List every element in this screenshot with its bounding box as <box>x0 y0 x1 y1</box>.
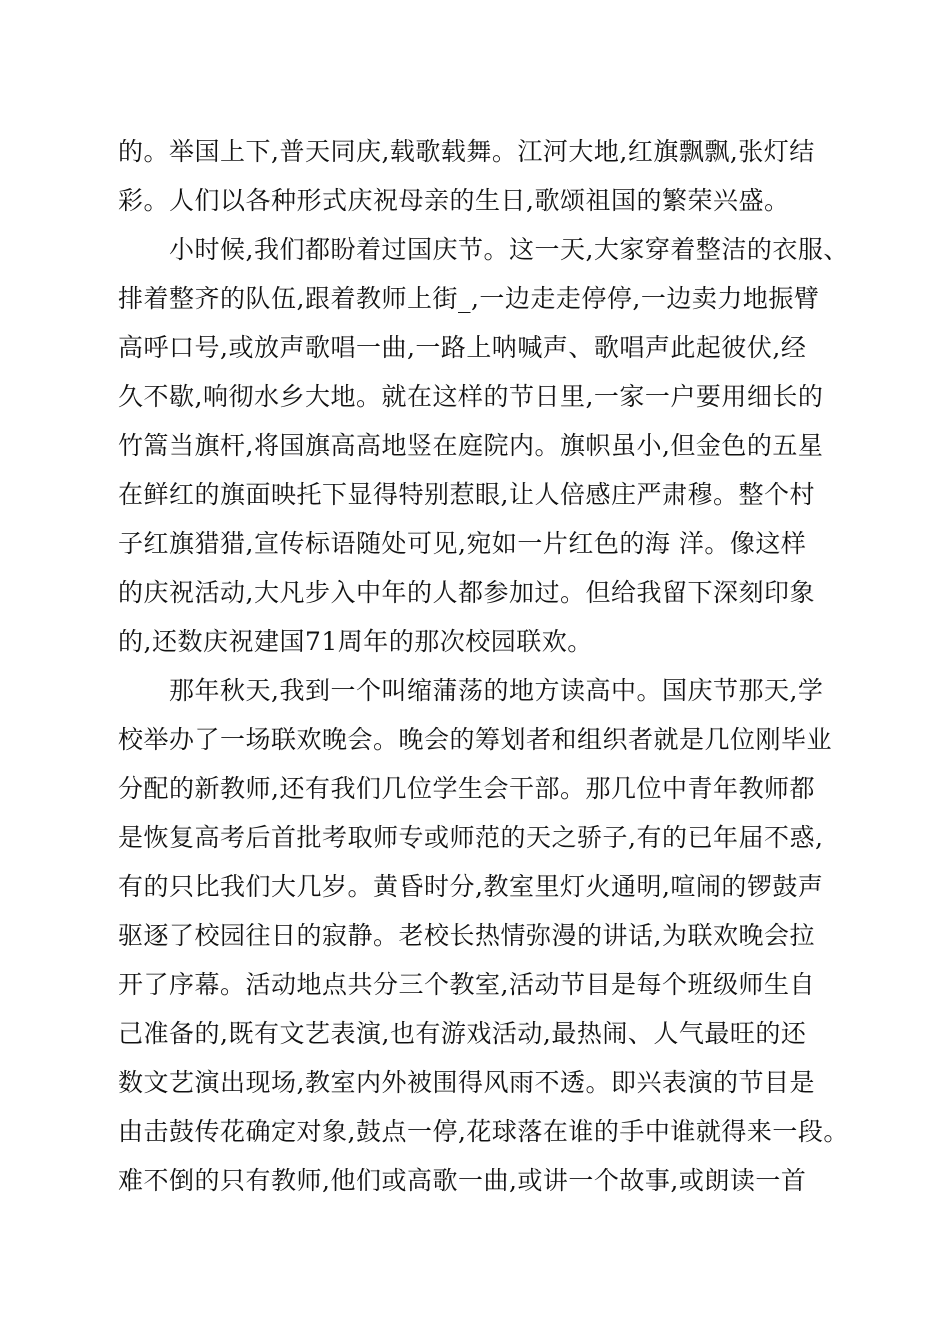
text-line-20: 数文艺演出现场,教室内外被围得风雨不透。即兴表演的节目是 <box>118 1068 815 1097</box>
text-line-8: 在鲜红的旗面映托下显得特别惹眼,让人倍感庄严肃穆。整个村 <box>118 480 815 509</box>
text-line-1: 的。举国上下,普天同庆,载歌载舞。江河大地,红旗飘飘,张灯结 <box>118 137 815 166</box>
text-line-14: 分配的新教师,还有我们几位学生会干部。那几位中青年教师都 <box>118 774 815 803</box>
text-line-21: 由击鼓传花确定对象,鼓点一停,花球落在谁的手中谁就得来一段。 <box>118 1117 849 1146</box>
text-line-11: 的,还数庆祝建国71周年的那次校园联欢。 <box>118 627 593 656</box>
text-line-6: 久不歇,响彻水乡大地。就在这样的节日里,一家一户要用细长的 <box>118 382 824 411</box>
text-line-3: 小时候,我们都盼着过国庆节。这一天,大家穿着整洁的衣服、 <box>118 235 849 264</box>
text-line-15: 是恢复高考后首批考取师专或师范的天之骄子,有的已年届不惑, <box>118 823 824 852</box>
text-line-5: 高呼口号,或放声歌唱一曲,一路上呐喊声、歌唱声此起彼伏,经 <box>118 333 807 362</box>
text-line-19: 己准备的,既有文艺表演,也有游戏活动,最热闹、人气最旺的还 <box>118 1019 807 1048</box>
body-text <box>118 132 858 1210</box>
text-line-2: 彩。人们以各种形式庆祝母亲的生日,歌颂祖国的繁荣兴盛。 <box>118 186 790 215</box>
text-line-22: 难不倒的只有教师,他们或高歌一曲,或讲一个故事,或朗读一首 <box>118 1166 807 1195</box>
text-line-7: 竹篙当旗杆,将国旗高高地竖在庭院内。旗帜虽小,但金色的五星 <box>118 431 824 460</box>
text-line-10: 的庆祝活动,大凡步入中年的人都参加过。但给我留下深刻印象 <box>118 578 815 607</box>
text-line-16: 有的只比我们大几岁。黄昏时分,教室里灯火通明,喧闹的锣鼓声 <box>118 872 824 901</box>
text-line-9: 子红旗猎猎,宣传标语随处可见,宛如一片红色的海 洋。像这样 <box>118 529 807 558</box>
text-line-4: 排着整齐的队伍,跟着教师上街_,一边走走停停,一边卖力地振臂 <box>118 284 820 313</box>
text-line-18: 开了序幕。活动地点共分三个教室,活动节目是每个班级师生自 <box>118 970 815 999</box>
text-line-17: 驱逐了校园往日的寂静。老校长热情弥漫的讲话,为联欢晚会拉 <box>118 921 815 950</box>
text-line-13: 校举办了一场联欢晚会。晚会的筹划者和组织者就是几位刚毕业 <box>118 725 833 754</box>
text-line-12: 那年秋天,我到一个叫缩蒲荡的地方读高中。国庆节那天,学 <box>118 676 824 705</box>
